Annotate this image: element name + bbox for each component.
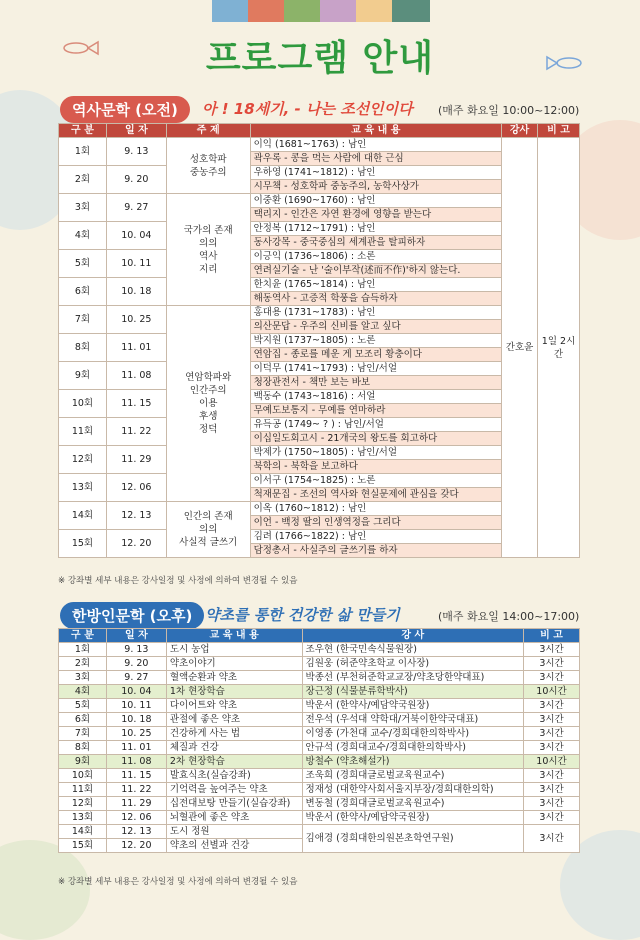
session-content: 2차 현장학습	[166, 755, 302, 769]
session-number: 7회	[59, 306, 107, 334]
session-date: 12. 13	[106, 502, 166, 530]
session-remark: 3시간	[524, 797, 580, 811]
session-date: 9. 27	[106, 194, 166, 222]
session-lecturer: 김애경 (경희대한의원본초학연구원)	[302, 825, 524, 853]
column-header: 비 고	[538, 124, 580, 138]
session-date: 11. 15	[106, 390, 166, 418]
content-author: 이긍익 (1736~1806) : 소론	[250, 250, 501, 264]
session-number: 12회	[59, 446, 107, 474]
theme-line: 인간의 존재	[183, 511, 233, 522]
theme-line: 지리	[199, 263, 218, 275]
session-lecturer: 안규석 (경희대교수/경희대한의학박사)	[302, 741, 524, 755]
column-header: 구 분	[59, 124, 107, 138]
section2-subtitle: 약초를 통한 건강한 삶 만들기	[205, 606, 400, 624]
session-date: 11. 01	[106, 741, 166, 755]
table-row	[59, 741, 580, 755]
content-work: 시무책 - 성호학파 중농주의, 농학사상가	[250, 180, 501, 194]
content-author: 이옥 (1760~1812) : 남인	[250, 502, 501, 516]
content-author: 박지원 (1737~1805) : 노론	[250, 334, 501, 348]
session-number: 1회	[59, 643, 107, 657]
session-remark: 10시간	[524, 755, 580, 769]
session-date: 10. 18	[106, 713, 166, 727]
session-remark: 3시간	[524, 811, 580, 825]
content-author: 이덕무 (1741~1793) : 남인/서얼	[250, 362, 501, 376]
session-date: 11. 08	[106, 755, 166, 769]
session-remark: 3시간	[524, 657, 580, 671]
session-remark: 3시간	[524, 713, 580, 727]
table-row	[59, 474, 580, 488]
table-row	[59, 797, 580, 811]
session-date: 12. 06	[106, 474, 166, 502]
history-schedule-table	[58, 123, 580, 558]
session-remark: 3시간	[524, 727, 580, 741]
session-date: 11. 01	[106, 334, 166, 362]
content-author: 백동수 (1743~1816) : 서얼	[250, 390, 501, 404]
session-number: 14회	[59, 825, 107, 839]
theme-cell	[166, 306, 250, 502]
section1-title: 역사문학 (오전)	[60, 96, 190, 123]
table-row	[59, 502, 580, 516]
session-date: 10. 04	[106, 685, 166, 699]
session-date: 9. 27	[106, 671, 166, 685]
session-date: 12. 13	[106, 825, 166, 839]
theme-cell	[166, 502, 250, 558]
session-date: 10. 11	[106, 699, 166, 713]
session-content: 다이어트와 약초	[166, 699, 302, 713]
theme-line: 사실적 글쓰기	[179, 537, 238, 548]
session-date: 12. 06	[106, 811, 166, 825]
session-date: 9. 20	[106, 657, 166, 671]
theme-line: 중농주의	[189, 166, 227, 178]
table-row	[59, 250, 580, 264]
content-author: 박제가 (1750~1805) : 남인/서얼	[250, 446, 501, 460]
content-work: 의산문답 - 우주의 신비를 알고 싶다	[250, 320, 501, 334]
session-date: 11. 08	[106, 362, 166, 390]
fabric-patchwork-icon	[212, 0, 430, 22]
table-header-row	[59, 124, 580, 138]
session-date: 10. 25	[106, 306, 166, 334]
session-content: 발효식초(실습강좌)	[166, 769, 302, 783]
session-date: 11. 22	[106, 783, 166, 797]
session-date: 11. 22	[106, 418, 166, 446]
theme-line: 성호학파	[189, 153, 227, 165]
session-lecturer: 장근정 (식물분류학박사)	[302, 685, 524, 699]
column-header: 교 육 내 용	[166, 629, 302, 643]
table-row	[59, 713, 580, 727]
table-row	[59, 194, 580, 208]
session-lecturer: 정재성 (대한약사회서울지부장/경희대한의학)	[302, 783, 524, 797]
content-work: 택리지 - 인간은 자연 환경에 영향을 받는다	[250, 208, 501, 222]
table-row	[59, 362, 580, 376]
content-author: 안정복 (1712~1791) : 남인	[250, 222, 501, 236]
theme-line: 이용	[199, 398, 218, 409]
table-row	[59, 222, 580, 236]
session-date: 10. 25	[106, 727, 166, 741]
session-number: 13회	[59, 474, 107, 502]
session-content: 혈액순환과 약초	[166, 671, 302, 685]
content-author: 한치윤 (1765~1814) : 남인	[250, 278, 501, 292]
session-content: 도시 정원	[166, 825, 302, 839]
section1-time: (매주 화요일 10:00~12:00)	[438, 104, 580, 117]
content-work: 무예도보통지 - 무예를 연마하라	[250, 404, 501, 418]
session-number: 7회	[59, 727, 107, 741]
content-author: 김려 (1766~1822) : 남인	[250, 530, 501, 544]
table-row	[59, 727, 580, 741]
session-number: 3회	[59, 671, 107, 685]
session-number: 6회	[59, 713, 107, 727]
table-row	[59, 643, 580, 657]
content-work: 곽우록 - 콩을 먹는 사람에 대한 근심	[250, 152, 501, 166]
session-date: 12. 20	[106, 530, 166, 558]
session-lecturer: 박종선 (부천허준학교교장/약초당한약대표)	[302, 671, 524, 685]
session-remark: 3시간	[524, 825, 580, 853]
session-content: 체질과 건강	[166, 741, 302, 755]
session-date: 9. 20	[106, 166, 166, 194]
session-content: 기억력을 높여주는 약초	[166, 783, 302, 797]
session-number: 13회	[59, 811, 107, 825]
column-header: 교 육 내 용	[250, 124, 501, 138]
session-number: 15회	[59, 530, 107, 558]
session-date: 11. 29	[106, 446, 166, 474]
session-number: 3회	[59, 194, 107, 222]
session-lecturer: 조욱희 (경희대글로벌교육원교수)	[302, 769, 524, 783]
session-remark: 3시간	[524, 741, 580, 755]
session-date: 9. 13	[106, 643, 166, 657]
theme-line: 연암학파와	[185, 372, 232, 383]
content-work: 청장관전서 - 책만 보는 바보	[250, 376, 501, 390]
content-author: 이중환 (1690~1760) : 남인	[250, 194, 501, 208]
session-number: 5회	[59, 250, 107, 278]
remark-cell: 1일 2시간	[538, 138, 580, 558]
session-number: 8회	[59, 334, 107, 362]
column-header: 일 자	[106, 629, 166, 643]
table-row	[59, 334, 580, 348]
session-content: 도시 농업	[166, 643, 302, 657]
column-header: 강 사	[302, 629, 524, 643]
column-header: 강사	[502, 124, 538, 138]
content-work: 연려실기술 - 난 '술이부작(述而不作)'하지 않는다.	[250, 264, 501, 278]
session-lecturer: 방철수 (약초해설가)	[302, 755, 524, 769]
session-number: 14회	[59, 502, 107, 530]
session-number: 2회	[59, 166, 107, 194]
session-content: 관절에 좋은 약초	[166, 713, 302, 727]
content-work: 척재문집 - 조선의 역사와 현실문제에 관심을 갖다	[250, 488, 501, 502]
session-lecturer: 박운서 (한약사/예담약국원장)	[302, 811, 524, 825]
session-remark: 3시간	[524, 643, 580, 657]
section1-note: ※ 강좌별 세부 내용은 강사일정 및 사정에 의하여 변경될 수 있음	[58, 576, 298, 586]
content-work: 연암집 - 종로를 메운 게 모조리 황충이다	[250, 348, 501, 362]
session-lecturer: 변동철 (경희대글로벌교육원교수)	[302, 797, 524, 811]
session-remark: 3시간	[524, 671, 580, 685]
theme-line: 역사	[199, 250, 218, 262]
herbal-schedule-table	[58, 628, 580, 853]
session-lecturer: 전우석 (우석대 약학대/거북이한약국대표)	[302, 713, 524, 727]
content-work: 동사강목 - 중국중심의 세계관을 탈피하자	[250, 236, 501, 250]
column-header: 비 고	[524, 629, 580, 643]
session-number: 10회	[59, 390, 107, 418]
table-row	[59, 783, 580, 797]
session-number: 5회	[59, 699, 107, 713]
session-remark: 3시간	[524, 699, 580, 713]
theme-cell	[166, 194, 250, 306]
content-work: 북학의 - 북학을 보고하다	[250, 460, 501, 474]
session-lecturer: 이영종 (가천대 교수/경희대한의학박사)	[302, 727, 524, 741]
table-row	[59, 699, 580, 713]
content-author: 이서구 (1754~1825) : 노론	[250, 474, 501, 488]
page-title: 프로그램 안내	[205, 38, 435, 79]
session-number: 4회	[59, 685, 107, 699]
section1-subtitle: 아 ! 18세기, - 나는 조선인이다	[202, 100, 413, 118]
session-number: 1회	[59, 138, 107, 166]
session-number: 9회	[59, 362, 107, 390]
content-author: 유득공 (1749~ ? ) : 남인/서얼	[250, 418, 501, 432]
table-header-row	[59, 629, 580, 643]
session-number: 10회	[59, 769, 107, 783]
lecturer-cell: 간호윤	[502, 138, 538, 558]
section2-title: 한방인문학 (오후)	[60, 602, 204, 629]
session-date: 9. 13	[106, 138, 166, 166]
theme-cell	[166, 138, 250, 194]
session-number: 9회	[59, 755, 107, 769]
content-author: 홍대용 (1731~1783) : 남인	[250, 306, 501, 320]
table-row	[59, 278, 580, 292]
table-row	[59, 825, 580, 839]
table-row	[59, 166, 580, 180]
section2-note: ※ 강좌별 세부 내용은 강사일정 및 사정에 의하여 변경될 수 있음	[58, 877, 298, 887]
table-row	[59, 390, 580, 404]
session-lecturer: 김원웅 (허준약초학교 이사장)	[302, 657, 524, 671]
content-work: 이십일도회고시 - 21개국의 왕도를 회고하다	[250, 432, 501, 446]
table-row	[59, 671, 580, 685]
table-row	[59, 755, 580, 769]
session-remark: 3시간	[524, 769, 580, 783]
theme-line: 의의	[199, 237, 218, 249]
session-number: 15회	[59, 839, 107, 853]
session-remark: 3시간	[524, 783, 580, 797]
theme-line: 후생	[199, 411, 218, 422]
column-header: 주 제	[166, 124, 250, 138]
theme-line: 인간주의	[189, 385, 227, 396]
table-row	[59, 446, 580, 460]
section2-time: (매주 화요일 14:00~17:00)	[438, 610, 580, 623]
table-row	[59, 306, 580, 320]
session-content: 1차 현장학습	[166, 685, 302, 699]
table-row	[59, 811, 580, 825]
table-row	[59, 530, 580, 544]
content-work: 이언 - 백정 딸의 인생역정을 그리다	[250, 516, 501, 530]
session-number: 12회	[59, 797, 107, 811]
session-lecturer: 박운서 (한약사/예담약국원장)	[302, 699, 524, 713]
content-author: 우하영 (1741~1812) : 남인	[250, 166, 501, 180]
session-content: 십전대보탕 만들기(실습강좌)	[166, 797, 302, 811]
session-date: 12. 20	[106, 839, 166, 853]
session-content: 약초이야기	[166, 657, 302, 671]
theme-line: 의의	[199, 524, 218, 535]
table-row	[59, 769, 580, 783]
session-date: 10. 04	[106, 222, 166, 250]
column-header: 구 분	[59, 629, 107, 643]
session-number: 6회	[59, 278, 107, 306]
theme-line: 국가의 존재	[183, 224, 233, 236]
table-row	[59, 657, 580, 671]
session-content: 약초의 선별과 건강	[166, 839, 302, 853]
session-number: 11회	[59, 418, 107, 446]
table-row	[59, 138, 580, 152]
content-work: 해동역사 - 고증적 학풍을 습득하자	[250, 292, 501, 306]
content-author: 이익 (1681~1763) : 남인	[250, 138, 501, 152]
session-number: 8회	[59, 741, 107, 755]
table-row	[59, 685, 580, 699]
bg-blob-bottom-left	[0, 840, 90, 940]
theme-line: 정덕	[199, 424, 218, 435]
content-work: 담정총서 - 사실주의 글쓰기를 하자	[250, 544, 501, 558]
session-lecturer: 조우현 (한국민속식물원장)	[302, 643, 524, 657]
session-date: 10. 11	[106, 250, 166, 278]
session-content: 뇌혈관에 좋은 약초	[166, 811, 302, 825]
session-date: 11. 29	[106, 797, 166, 811]
session-content: 건강하게 사는 법	[166, 727, 302, 741]
session-number: 4회	[59, 222, 107, 250]
column-header: 일 자	[106, 124, 166, 138]
session-date: 11. 15	[106, 769, 166, 783]
session-number: 11회	[59, 783, 107, 797]
session-number: 2회	[59, 657, 107, 671]
table-row	[59, 418, 580, 432]
session-date: 10. 18	[106, 278, 166, 306]
session-remark: 10시간	[524, 685, 580, 699]
